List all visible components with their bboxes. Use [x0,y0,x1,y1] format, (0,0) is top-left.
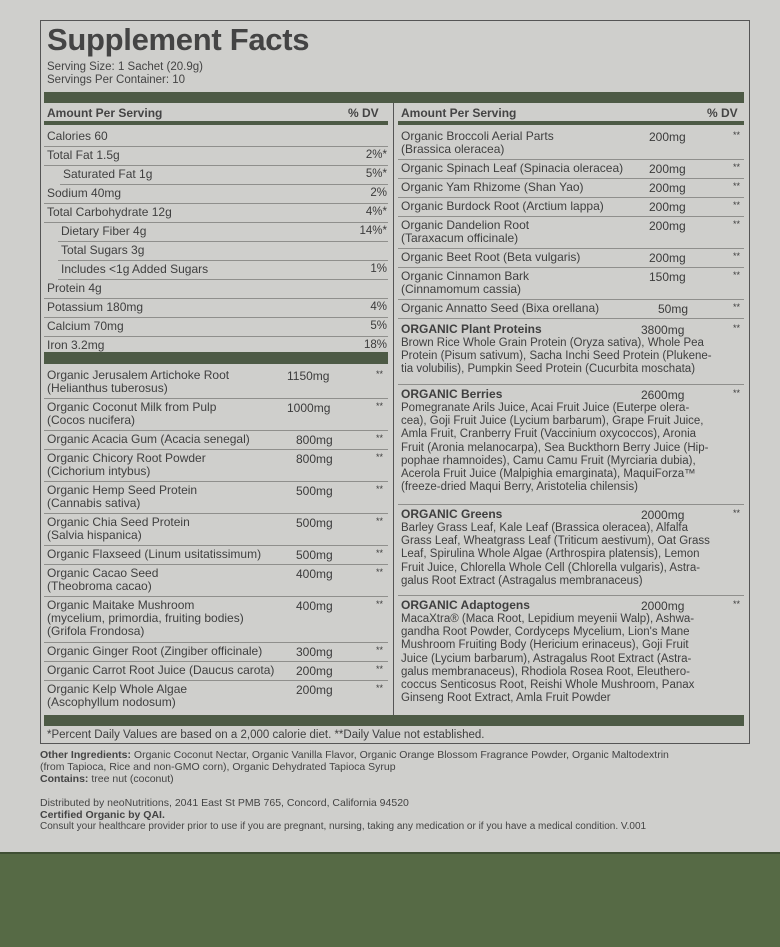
blend-amount: 2000mg [641,508,685,522]
blend-ingredients: cea), Goji Fruit Juice (Lycium barbarum), Grape Fruit Juice, [401,415,704,428]
ingredient-amount: 200mg [649,200,686,214]
ingredient-dv: ** [376,683,384,693]
blend-dv: ** [733,508,741,518]
ingredient-latin: (Grifola Frondosa) [47,624,145,638]
ingredient-dv: ** [376,567,384,577]
right-header-rule [398,121,744,125]
ingredient-amount: 800mg [296,452,333,466]
ingredient-dv: ** [733,181,741,191]
blend-ingredients: galus membranaceus), Rhodiola Rosea Root, Eleuthero- [401,665,690,678]
row-divider [58,241,388,242]
row-divider [44,430,388,431]
ingredient-latin: (Salvia hispanica) [47,528,142,542]
blend-ingredients: Juice (Lycium barbarum), Astragalus Root Extract (Astra- [401,652,692,665]
ingredient-dv: ** [376,548,384,558]
ingredient-amount: 150mg [649,270,686,284]
nutrient-label: Iron 3.2mg [47,338,105,352]
row-divider [398,159,744,160]
ingredient-dv: ** [376,401,384,411]
serving-size: Serving Size: 1 Sachet (20.9g) [47,61,203,73]
row-divider [398,178,744,179]
nutrient-section-rule [44,352,388,364]
nutrient-dv: 18% [363,339,387,351]
row-divider [44,398,388,399]
ingredient-latin: (Ascophyllum nodosum) [47,695,176,709]
top-thick-rule [44,92,744,103]
ingredient-name: Organic Acacia Gum (Acacia senegal) [47,432,250,446]
nutrient-dv: 14%* [359,225,387,237]
nutrient-dv: 2% [370,187,387,199]
ingredient-dv: ** [376,452,384,462]
row-divider [44,298,388,299]
nutrient-dv: 4%* [365,206,387,218]
ingredient-name: Organic Beet Root (Beta vulgaris) [401,250,581,264]
ingredient-dv: ** [376,433,384,443]
ingredient-amount: 200mg [296,683,333,697]
blend-ingredients: tia volubilis), Pumpkin Seed Protein (Cucurbita moschata) [401,363,696,376]
blend-name: ORGANIC Berries [401,387,503,401]
ingredient-name: Organic Cinnamon Bark [401,269,530,283]
ingredient-name: Organic Jerusalem Artichoke Root [47,368,230,382]
ingredient-amount: 300mg [296,645,333,659]
ingredient-name: Organic Ginger Root (Zingiber officinale) [47,644,263,658]
row-divider [44,203,388,204]
row-divider [58,279,388,280]
ingredient-dv: ** [733,200,741,210]
nutrient-label: Calcium 70mg [47,319,124,333]
nutrient-label: Calories 60 [47,129,108,143]
blend-name: ORGANIC Greens [401,507,503,521]
blend-ingredients: Amla Fruit, Cranberry Fruit (Vaccinium oxycoccos), Aronia [401,428,697,441]
nutrient-label: Total Sugars 3g [61,243,145,257]
other-ingredients [40,749,669,761]
contains-text: tree nut (coconut) [88,773,174,785]
ingredient-name: Organic Flaxseed (Linum usitatissimum) [47,547,262,561]
ingredient-latin: (Taraxacum officinale) [401,231,519,245]
ingredient-latin: (Cichorium intybus) [47,464,151,478]
blend-ingredients: Ginseng Root Extract, Amla Fruit Powder [401,692,611,705]
servings-per-container: Servings Per Container: 10 [47,74,186,86]
blend-ingredients: Pomegranate Arils Juice, Acai Fruit Juice (Euterpe olera- [401,402,690,414]
blend-ingredients: Mushroom Fruiting Body (Hericium erinaceus), Goji Fruit [401,639,689,652]
ingredient-name: Organic Maitake Mushroom [47,598,195,612]
blend-name: ORGANIC Plant Proteins [401,322,542,336]
blend-ingredients: coccus Senticosus Root, Reishi Whole Mushroom, Panax [401,679,695,691]
left-amount-header: Amount Per Serving [47,106,163,120]
blend-amount: 2600mg [641,388,685,402]
ingredient-latin: (mycelium, primordia, fruiting bodies) [47,611,244,625]
ingredient-amount: 400mg [296,567,333,581]
row-divider [44,336,388,337]
nutrient-label: Protein 4g [47,281,102,295]
blend-ingredients: Brown Rice Whole Grain Protein (Oryza sativa), Whole Pea [401,337,704,349]
row-divider [44,596,388,597]
other-ingredients-cont: (from Tapioca, Rice and non-GMO corn), Organic Dehydrated Tapioca Syrup [40,761,396,773]
nutrient-label: Dietary Fiber 4g [61,224,147,238]
nutrient-dv: 1% [370,263,387,275]
nutrient-label: Sodium 40mg [47,186,122,200]
ingredient-dv: ** [376,516,384,526]
blend-ingredients: Leaf, Spirulina Whole Algae (Arthrospira platensis), Lemon [401,548,700,561]
ingredient-name: Organic Spinach Leaf (Spinacia oleracea) [401,161,624,175]
ingredient-amount: 200mg [649,162,686,176]
consult-line: Consult your healthcare provider prior to use if you are pregnant, nursing, taking any medication or if you have a medical condition. V.001 [40,821,647,832]
ingredient-amount: 200mg [649,181,686,195]
row-divider [398,504,744,505]
ingredient-latin: (Cinnamomum cassia) [401,282,522,296]
row-divider [398,267,744,268]
ingredient-amount: 200mg [649,251,686,265]
left-dv-header: % DV [348,106,379,120]
ingredient-amount: 500mg [296,516,333,530]
blend-name: ORGANIC Adaptogens [401,598,530,612]
row-divider [44,481,388,482]
ingredient-amount: 50mg [658,302,689,316]
ingredient-name: Organic Carrot Root Juice (Daucus carota) [47,663,275,677]
ingredient-dv: ** [733,219,741,229]
ingredient-amount: 200mg [296,664,333,678]
blend-amount: 2000mg [641,599,685,613]
blend-ingredients: galus Root Extract (Astragalus membranaceus) [401,574,643,587]
blend-ingredients: Acerola Fruit Juice (Malpighia emarginata), MaquiForza™ [401,468,696,480]
ingredient-amount: 500mg [296,548,333,562]
row-divider [398,248,744,249]
blend-dv: ** [733,388,741,398]
blend-ingredients: (freeze-dried Maqui Berry, Aristotelia chilensis) [401,481,638,494]
row-divider [44,545,388,546]
other-ingredients-label: Other Ingredients: [40,749,132,761]
nutrient-label: Saturated Fat 1g [63,167,153,181]
distributor-line: Distributed by neoNutritions, 2041 East St PMB 765, Concord, California 94520 [40,797,409,809]
blend-ingredients: Grass Leaf, Wheatgrass Leaf (Triticum aestivum), Oat Grass [401,535,710,548]
blend-ingredients: Fruit (Aronia melanocarpa), Sea Buckthorn Berry Juice (Hip- [401,441,709,454]
ingredient-amount: 200mg [649,219,686,233]
ingredient-latin: (Cannabis sativa) [47,496,141,510]
ingredient-dv: ** [733,162,741,172]
row-divider [58,260,388,261]
ingredient-dv: ** [733,302,741,312]
blend-ingredients: MacaXtra® (Maca Root, Lepidium meyenii Walp), Ashwa- [401,613,695,625]
row-divider [398,299,744,300]
ingredient-dv: ** [733,270,741,280]
row-divider [60,184,388,185]
blend-dv: ** [733,599,741,609]
dv-footnote: *Percent Daily Values are based on a 2,000 calorie diet. **Daily Value not established. [47,729,485,741]
blend-ingredients: Barley Grass Leaf, Kale Leaf (Brassica oleracea), Alfalfa [401,522,689,534]
row-divider [44,449,388,450]
row-divider [398,216,744,217]
row-divider [44,317,388,318]
row-divider [398,384,744,385]
ingredient-dv: ** [376,645,384,655]
right-amount-header: Amount Per Serving [401,106,517,120]
nutrient-label: Total Fat 1.5g [47,148,120,162]
ingredient-name: Organic Dandelion Root [401,218,530,232]
row-divider [44,642,388,643]
row-divider [44,513,388,514]
ingredient-name: Organic Yam Rhizome (Shan Yao) [401,180,584,194]
ingredient-dv: ** [376,369,384,379]
contains-label: Contains: [40,773,89,785]
ingredient-name: Organic Hemp Seed Protein [47,483,198,497]
ingredient-amount: 1150mg [287,369,330,383]
blend-dv: ** [733,323,741,333]
left-header-rule [44,121,388,125]
row-divider [44,564,388,565]
ingredient-latin: (Theobroma cacao) [47,579,152,593]
nutrient-label: Includes <1g Added Sugars [61,262,209,276]
bottom-thick-rule [44,715,744,726]
ingredient-name: Organic Chia Seed Protein [47,515,190,529]
certified-line: Certified Organic by QAI. [40,809,165,821]
row-divider [44,222,388,223]
ingredient-amount: 400mg [296,599,333,613]
ingredient-amount: 1000mg [287,401,331,415]
other-ingredients-text: Organic Coconut Nectar, Organic Vanilla Flavor, Organic Orange Blossom Fragrance Powder, Organic Maltodextrin [131,749,669,761]
ingredient-amount: 500mg [296,484,333,498]
ingredient-name: Organic Burdock Root (Arctium lappa) [401,199,604,213]
row-divider [398,318,744,319]
ingredient-dv: ** [733,251,741,261]
row-divider [44,661,388,662]
blend-ingredients: Fruit Juice, Chlorella Whole Cell (Chlorella vulgaris), Astra- [401,561,701,574]
ingredient-name: Organic Broccoli Aerial Parts [401,129,554,143]
ingredient-name: Organic Cacao Seed [47,566,159,580]
facts-title: Supplement Facts [47,22,310,57]
blend-ingredients: pophae rhamnoides), Camu Camu Fruit (Myrciaria dubia), [401,454,696,467]
row-divider [398,595,744,596]
ingredient-amount: 200mg [649,130,686,144]
right-dv-header: % DV [707,106,738,120]
nutrient-dv: 5%* [365,168,387,180]
nutrient-label: Total Carbohydrate 12g [47,205,172,219]
nutrient-dv: 2%* [365,149,387,161]
nutrient-dv: 4% [370,301,387,313]
ingredient-dv: ** [733,130,741,140]
row-divider [398,197,744,198]
ingredient-dv: ** [376,664,384,674]
row-divider [44,165,388,166]
blend-ingredients: gandha Root Powder, Cordyceps Mycelium, Lion's Mane [401,626,690,639]
ingredient-latin: (Brassica oleracea) [401,142,505,156]
package-green-band [0,852,780,947]
ingredient-name: Organic Chicory Root Powder [47,451,206,465]
ingredient-dv: ** [376,599,384,609]
blend-ingredients: Protein (Pisum sativum), Sacha Inchi Seed Protein (Plukene- [401,350,712,363]
ingredient-latin: (Helianthus tuberosus) [47,381,168,395]
nutrient-label: Potassium 180mg [47,300,144,314]
ingredient-latin: (Cocos nucifera) [47,413,136,427]
ingredient-name: Organic Coconut Milk from Pulp [47,400,217,414]
nutrient-dv: 5% [370,320,387,332]
ingredient-dv: ** [376,484,384,494]
blend-amount: 3800mg [641,323,685,337]
row-divider [44,146,388,147]
ingredient-amount: 800mg [296,433,333,447]
ingredient-name: Organic Kelp Whole Algae [47,682,188,696]
row-divider [44,680,388,681]
ingredient-name: Organic Annatto Seed (Bixa orellana) [401,301,600,315]
column-divider [393,103,394,717]
contains-line [40,773,174,785]
